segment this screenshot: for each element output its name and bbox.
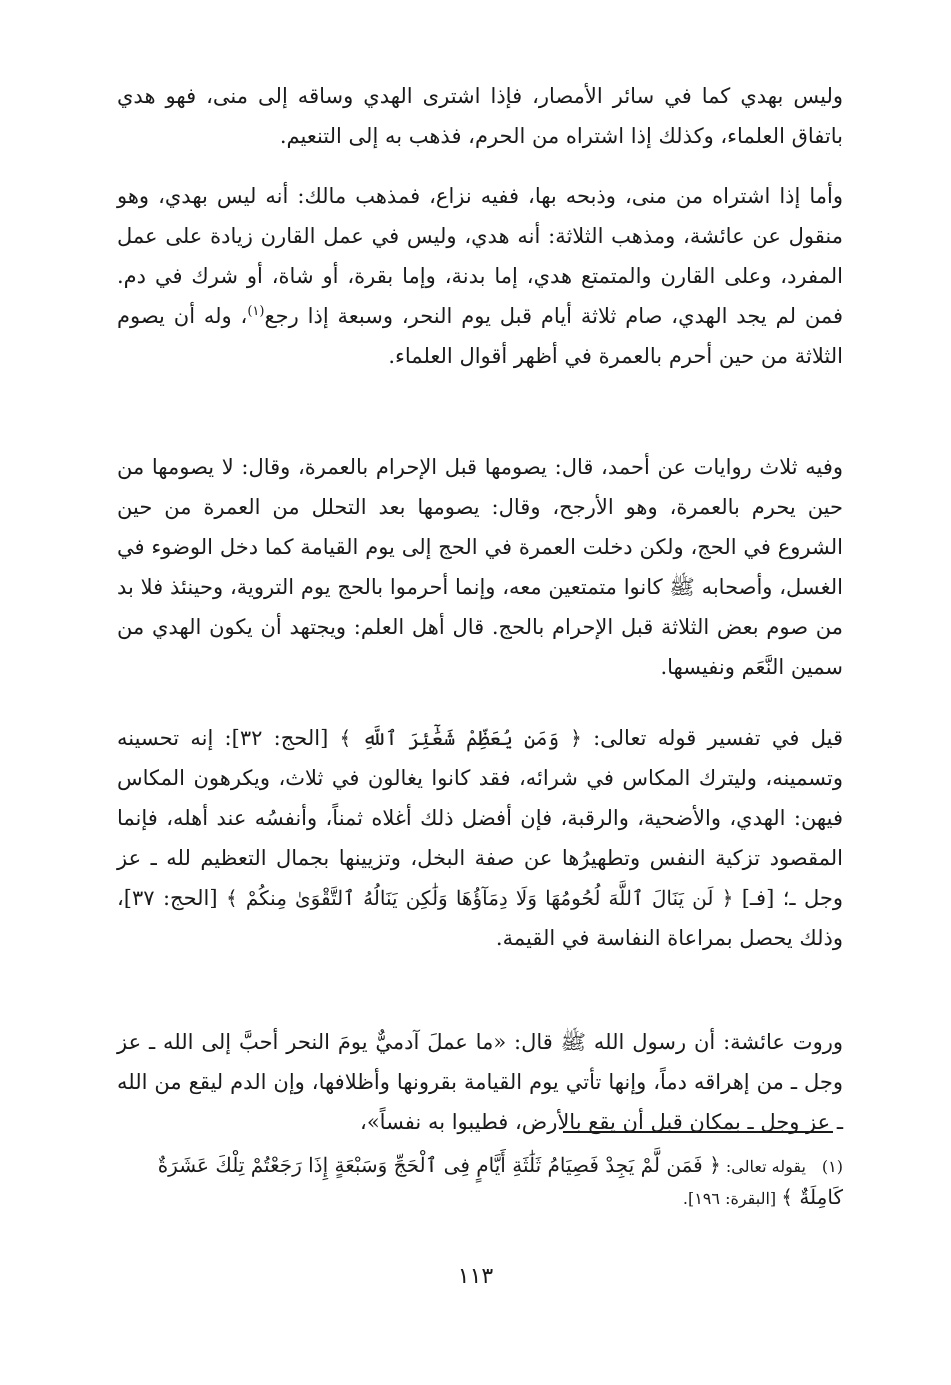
footnote-divider (563, 1131, 833, 1133)
paragraph-1 (117, 76, 843, 156)
footnote-lead: يقوله تعالى: (720, 1157, 806, 1176)
paragraph-4-text-b: [الحج: ٣٢]: إنه تحسينه وتسمينه، وليترك المكاس في شرائه، فقد كانوا يغالون في ثلاث، ويكرهون المكاس فيهن: الهدي، والأضحية، والرقبة، فإن أفضل ذلك أغلاه ثمناً، وأنفسُه عند أهله، فإنما المقصود تزكية النفس وتطهيرُها عن صفة البخل، وتزيينها بجمال التعظيم لله ـ عز وجل ـ؛ [فـ] (117, 726, 843, 910)
paragraph-3-text: وفيه ثلاث روايات عن أحمد، قال: يصومها قبل الإحرام بالعمرة، وقال: لا يصومها من حين يحرم بالعمرة، وهو الأرجح، وقال: يصومها بعد التحلل من العمرة من حين الشروع في الحج، ولكن دخلت العمرة في الحج إلى يوم القيامة كما دخل الوضوء في الغسل، وأصحابه ﷺ كانوا متمتعين معه، وإنما أحرموا بالحج يوم التروية، وحينئذ فلا بد من صوم بعض الثلاثة قبل الإحرام بالحج. قال أهل العلم: ويجتهد أن يكون الهدي من سمين النَّعَم ونفيسها. (117, 455, 843, 679)
quran-verse-2: ﴿ لَن يَنَالَ ٱللَّهَ لُحُومُهَا وَلَا دِمَآؤُهَا وَلَٰكِن يَنَالُهُ ٱلتَّقْوَىٰ مِنكُمْ ﴾ (226, 886, 734, 910)
footnote (117, 1150, 843, 1214)
paragraph-3 (117, 447, 843, 687)
paragraph-5-text: وروت عائشة: أن رسول الله ﷺ قال: «ما عملَ آدميٌّ يومَ النحر أحبَّ إلى الله ـ عز وجل ـ من إهراقه دماً، وإنها تأتي يوم القيامة بقرونها وأظلافها، وإن الدم ليقع من الله ـ عز وجل ـ بمكان قبل أن يقع بالأرض، فطيبوا به نفساً»، (117, 1030, 843, 1134)
paragraph-4 (117, 718, 843, 958)
paragraph-2-text-b: ، وله أن يصوم الثلاثة من حين أحرم بالعمرة في أظهر أقوال العلماء. (117, 304, 843, 368)
footnote-number: (١) (821, 1157, 843, 1176)
page-number: ١١٣ (457, 1264, 494, 1289)
footnote-citation: [البقرة: ١٩٦]. (682, 1189, 782, 1208)
footnote-reference[interactable]: (١) (247, 304, 265, 319)
paragraph-1-text: وليس بهدي كما في سائر الأمصار، فإذا اشترى الهدي وساقه إلى منى، فهو هدي باتفاق العلماء، وكذلك إذا اشتراه من الحرم، فذهب به إلى التنعيم. (117, 84, 843, 148)
paragraph-4-text-c: [الحج: ٣٧]، وذلك يحصل بمراعاة النفاسة في القيمة. (117, 886, 843, 950)
paragraph-4-text-a: قيل في تفسير قوله تعالى: (581, 726, 844, 750)
paragraph-5 (117, 1022, 843, 1142)
paragraph-2-text-a: وأما إذا اشتراه من منى، وذبحه بها، ففيه نزاع، فمذهب مالك: أنه ليس بهدي، وهو منقول عن عائشة، ومذهب الثلاثة: أنه هدي، وليس في عمل القارن زيادة على عمل المفرد، وعلى القارن والمتمتع هدي، إما بدنة، وإما بقرة، أو شاة، أو شرك في دم. فمن لم يجد الهدي، صام ثلاثة أيام قبل يوم النحر، وسبعة إذا رجع (117, 184, 844, 328)
footnote-verse: ﴿ فَمَن لَّمْ يَجِدْ فَصِيَامُ ثَلَٰثَةِ أَيَّامٍ فِى ٱلْحَجِّ وَسَبْعَةٍ إِذَا رَجَعْتُمْ تِلْكَ عَشَرَةٌ كَامِلَةٌ ﴾ (157, 1153, 843, 1209)
paragraph-2 (117, 176, 843, 376)
quran-verse-1: ﴿ وَمَن يُعَظِّمْ شَعَٰٓئِرَ ٱللَّهِ ﴾ (339, 726, 582, 750)
